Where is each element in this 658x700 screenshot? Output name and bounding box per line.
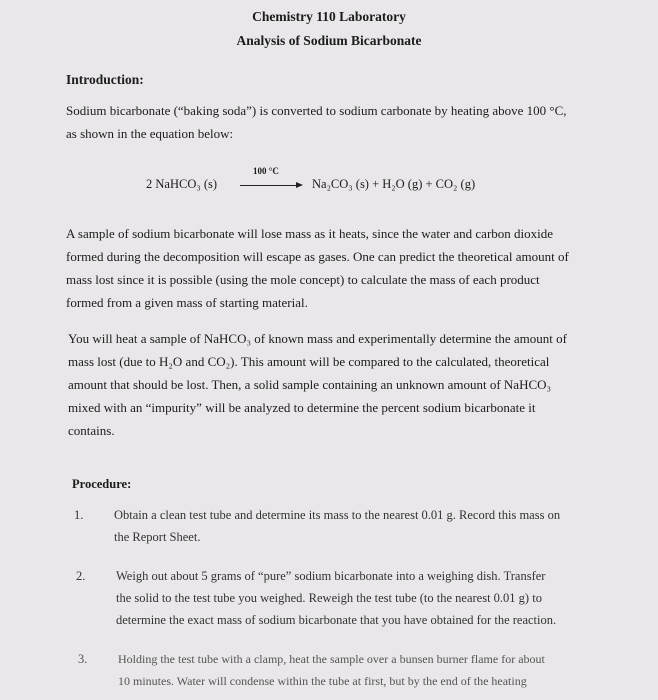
- text-line: formed from a given mass of starting material.: [66, 295, 308, 310]
- text-line: A sample of sodium bicarbonate will lose mass as it heats, since the water and carbon dioxide: [66, 226, 554, 241]
- arrowhead-icon: [296, 182, 303, 188]
- text-line: mass lost since it is possible (using the mole concept) to calculate the mass of each product: [66, 272, 540, 287]
- text-line: Weigh out about 5 grams of “pure” sodium bicarbonate into a weighing dish. Transfer: [116, 569, 546, 583]
- text-line: formed during the decomposition will escape as gases. One can predict the theoretical amount of: [66, 249, 569, 264]
- text-line: as shown in the equation below:: [66, 126, 234, 141]
- equation-products: Na₂CO₃ (s) + H₂O (g) + CO₂ (g): [312, 177, 476, 191]
- intro-paragraph-2: [66, 222, 569, 314]
- text-line: mass lost (due to H₂O and CO₂). This amount will be compared to the calculated, theoretical: [68, 354, 550, 369]
- intro-paragraph-3: [68, 327, 567, 442]
- step-number: 1.: [74, 508, 84, 522]
- page-title: Chemistry 110 Laboratory: [252, 9, 406, 24]
- text-line: Sodium bicarbonate (“baking soda”) is converted to sodium carbonate by heating above 100 °C,: [66, 103, 567, 118]
- page-subtitle: Analysis of Sodium Bicarbonate: [236, 33, 422, 48]
- text-line: determine the exact mass of sodium bicarbonate that you have obtained for the reaction.: [116, 613, 557, 627]
- text-line: the Report Sheet.: [114, 530, 201, 544]
- text-line: amount that should be lost. Then, a solid sample containing an unknown amount of NaHCO₃: [68, 377, 552, 392]
- procedure-step-3: [118, 648, 545, 692]
- reaction-arrow: [240, 185, 296, 186]
- text-line: Obtain a clean test tube and determine its mass to the nearest 0.01 g. Record this mass on: [114, 508, 561, 522]
- text-line: 10 minutes. Water will condense within the tube at first, but by the end of the heating: [118, 674, 527, 688]
- text-line: Holding the test tube with a clamp, heat the sample over a bunsen burner flame for about: [118, 652, 545, 666]
- text-line: the solid to the test tube you weighed. Reweigh the test tube (to the nearest 0.01 g) to: [116, 591, 542, 605]
- step-number: 2.: [76, 569, 86, 583]
- step-number: 3.: [78, 652, 88, 666]
- intro-paragraph-1: [66, 99, 567, 145]
- procedure-heading: Procedure:: [72, 477, 132, 491]
- equation-reactant: 2 NaHCO₃ (s): [146, 177, 218, 191]
- equation-condition: 100 °C: [253, 166, 279, 176]
- procedure-step-1: [114, 504, 560, 548]
- text-line: mixed with an “impurity” will be analyzed to determine the percent sodium bicarbonate it: [68, 400, 536, 415]
- text-line: contains.: [68, 423, 115, 438]
- text-line: You will heat a sample of NaHCO₃ of known mass and experimentally determine the amount of: [68, 331, 567, 346]
- procedure-step-2: [116, 565, 556, 631]
- introduction-heading: Introduction:: [66, 72, 144, 87]
